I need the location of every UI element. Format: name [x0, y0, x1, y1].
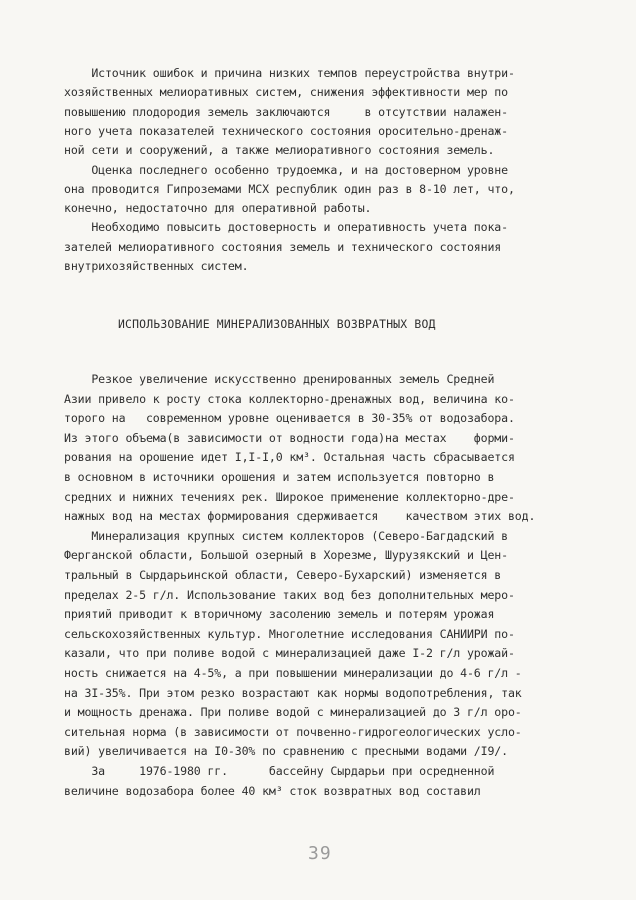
text-line: пределах 2-5 г/л. Использование таких вод без дополнительных меро- — [64, 587, 515, 602]
text-line: Оценка последнего особенно трудоемка, и на достоверном уровне — [64, 162, 508, 177]
text-line: на 3I-35%. При этом резко возрастают как нормы водопотребления, так — [64, 685, 522, 700]
text-line: Азии привело к росту стока коллекторно-дренажных вод, величина ко- — [64, 391, 515, 406]
text-line: величине водозабора более 40 км³ сток возвратных вод составил — [64, 783, 481, 798]
text-line: казали, что при поливе водой с минерализацией даже I-2 г/л урожай- — [64, 646, 515, 661]
text-line: Минерализация крупных систем коллекторов (Северо-Багдадский в — [64, 528, 508, 543]
text-line: сительная норма (в зависимости от почвенно-гидрогеологических усло- — [64, 724, 522, 739]
text-line: ной сети и сооружений, а также мелиоративного состояния земель. — [64, 143, 495, 158]
text-line: Источник ошибок и причина низких темпов переустройства внутри- — [64, 66, 515, 80]
text-line: средних и нижних течениях рек. Широкое применение коллекторно-дре- — [64, 489, 515, 504]
text-line: конечно, недостаточно для оперативной работы. — [64, 201, 372, 216]
text-line: зателей мелиоративного состояния земель и технического состояния — [64, 239, 502, 254]
page-number: 39 — [308, 843, 332, 864]
text-line: ного учета показателей технического состояния оросительно-дренаж- — [64, 123, 508, 138]
text-line: приятий приводит к вторичному засолению земель и потерям урожая — [64, 607, 495, 622]
text-line: внутрихозяйственных систем. — [64, 259, 249, 273]
text-line: и мощность дренажа. При поливе водой с минерализацией до 3 г/л оро- — [64, 705, 522, 720]
text-line: сельскохозяйственных культур. Многолетние исследования САНИИРИ по- — [64, 626, 515, 641]
text-line: Из этого объема(в зависимости от водности года)на местах форми- — [64, 430, 515, 445]
text-line: тральный в Сырдарьинской области, Северо-Бухарский) изменяется в — [64, 568, 502, 582]
text-line: в основном в источники орошения и затем используется повторно в — [64, 470, 495, 484]
text-line: Необходимо повысить достоверность и оперативность учета пока- — [64, 220, 508, 235]
text-line: рования на орошение идет I,I-I,0 км³. Остальная часть сбрасывается — [64, 450, 515, 465]
text-line: торого на современном уровне оценивается в 30-35% от водозабора. — [64, 411, 515, 426]
text-line: она проводится Гипроземами МСХ республик один раз в 8-10 лет, что, — [64, 181, 515, 196]
text-line: Резкое увеличение искусственно дренированных земель Средней — [64, 372, 495, 386]
text-line: Ферганской области, Большой озерный в Хорезме, Шурузякский и Цен- — [64, 548, 508, 563]
text-line: За 1976-1980 гг. бассейну Сырдарьи при осредненной — [64, 764, 495, 778]
text-line: хозяйственных мелиоративных систем, снижения эффективности мер по — [64, 85, 508, 100]
text-line: вий) увеличивается на I0-30% по сравнению с пресными водами /I9/. — [64, 744, 508, 759]
section-heading: ИСПОЛЬЗОВАНИЕ МИНЕРАЛИЗОВАННЫХ ВОЗВРАТНЫХ ВОД — [118, 317, 436, 331]
text-line: ность снижается на 4-5%, а при повышении минерализации до 4-6 г/л - — [64, 666, 522, 680]
text-line: нажных вод на местах формирования сдерживается качеством этих вод. — [64, 509, 536, 524]
text-line: повышению плодородия земель заключаются в отсутствии налажен- — [64, 104, 508, 119]
